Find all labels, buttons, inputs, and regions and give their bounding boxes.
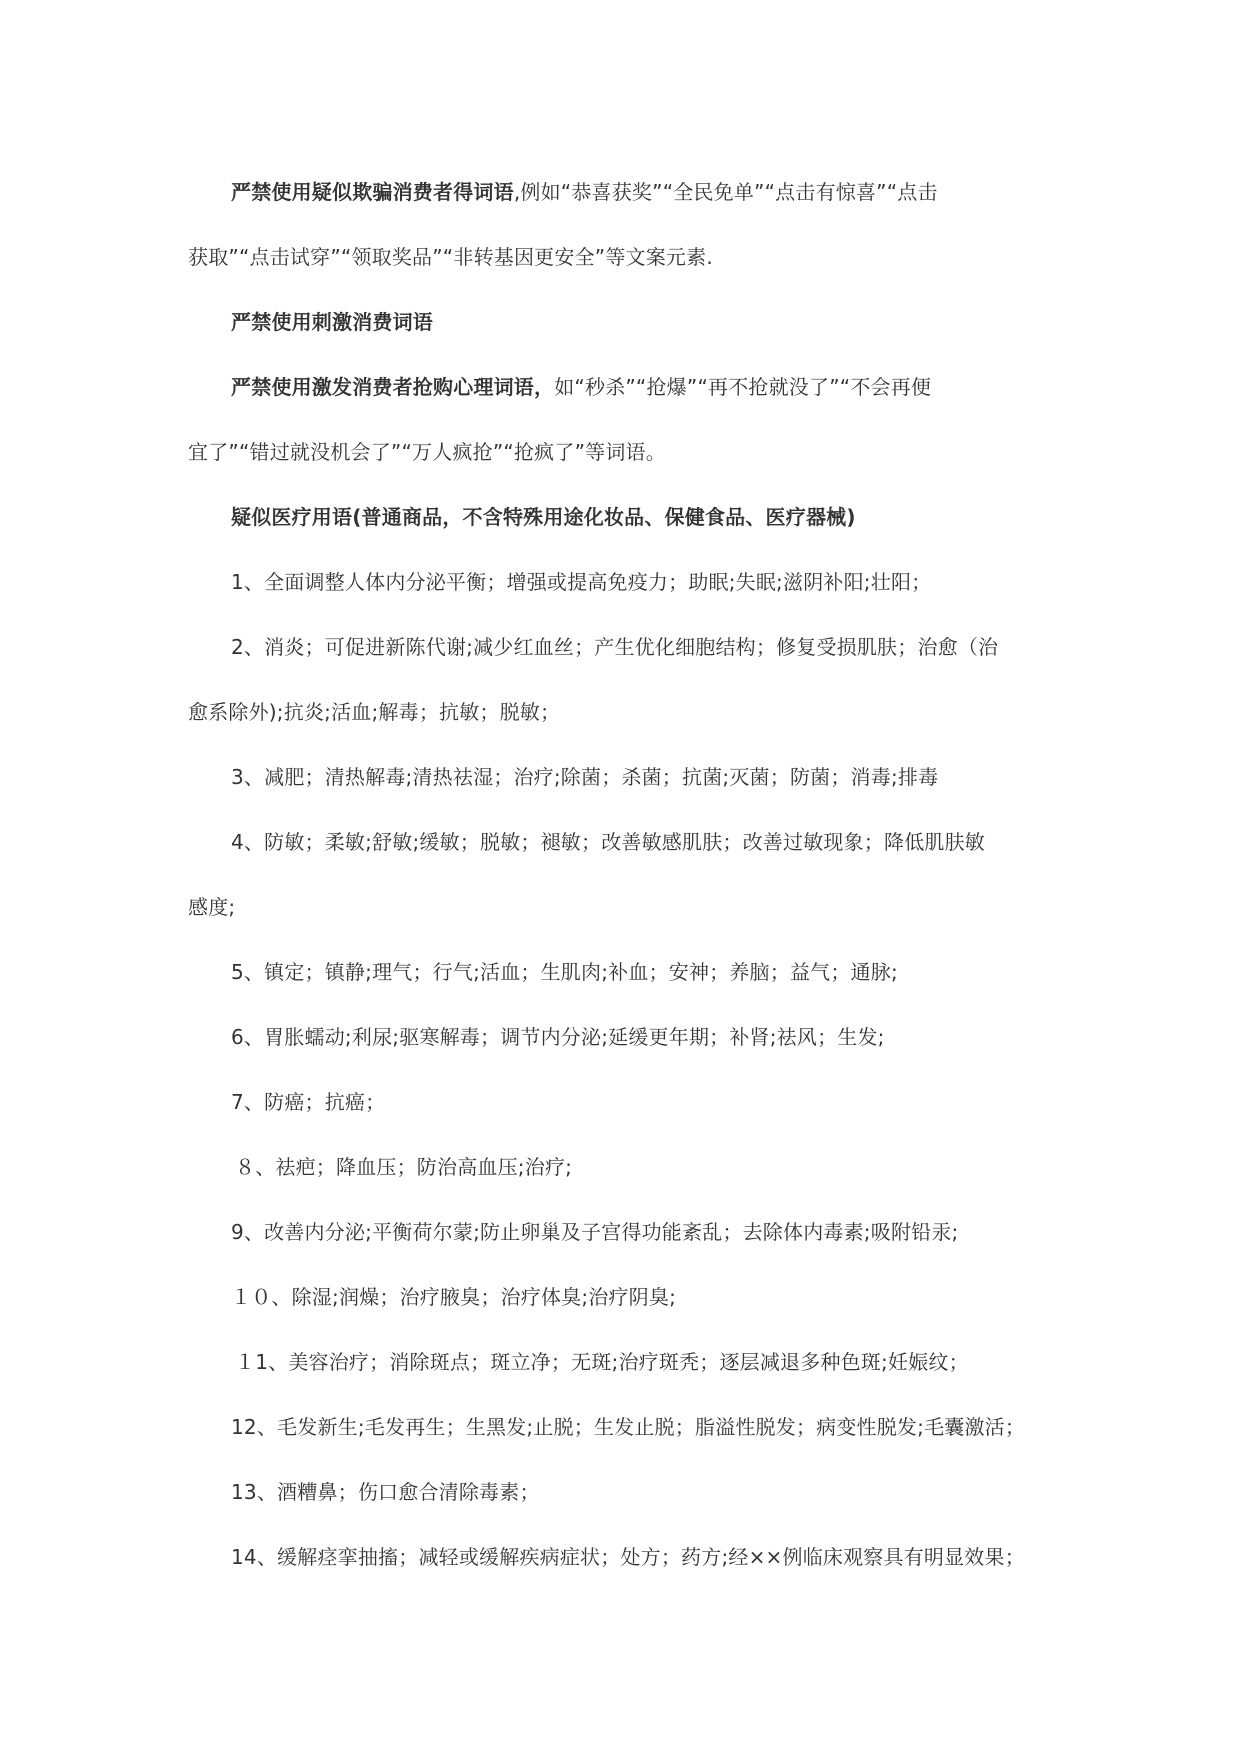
bold-heading-text: 疑似医疗用语(普通商品，不含特殊用途化妆品、保健食品、医疗器械) xyxy=(231,505,856,529)
body-text: 9、改善内分泌;平衡荷尔蒙;防止卵巢及子宫得功能紊乱；去除体内毒素;吸附铅汞; xyxy=(231,1220,959,1244)
bold-heading-text: 严禁使用激发消费者抢购心理词语， xyxy=(231,375,555,399)
body-text: 6、胃胀蠕动;利尿;驱寒解毒；调节内分泌;延缓更年期；补肾;祛风；生发; xyxy=(231,1025,885,1049)
paragraph-first-line xyxy=(188,1460,1060,1525)
body-text: 5、镇定；镇静;理气；行气;活血；生肌肉;补血；安神；养脑；益气；通脉; xyxy=(231,960,898,984)
body-text: 2、消炎；可促进新陈代谢;减少红血丝；产生优化细胞结构；修复受损肌肤；治愈（治 xyxy=(231,635,999,659)
paragraph-first-line xyxy=(188,940,1060,1005)
paragraph-first-line xyxy=(188,1525,1060,1590)
document-body xyxy=(188,160,1060,1590)
paragraph-continuation-line xyxy=(188,420,1060,485)
body-text: 愈系除外);抗炎;活血;解毒；抗敏；脱敏； xyxy=(188,700,561,724)
body-text: 12、毛发新生;毛发再生；生黑发;止脱；生发止脱；脂溢性脱发；病变性脱发;毛囊激活； xyxy=(231,1415,1026,1439)
body-text: 如“秒杀”“抢爆”“再不抢就没了”“不会再便 xyxy=(554,375,932,399)
body-text: 1、全面调整人体内分泌平衡；增强或提高免疫力；助眠;失眠;滋阴补阳;壮阳； xyxy=(231,570,932,594)
body-text: ,例如“恭喜获奖”“全民免单”“点击有惊喜”“点击 xyxy=(513,180,938,204)
body-text: 7、防癌；抗癌； xyxy=(231,1090,386,1114)
paragraph-continuation-line xyxy=(188,225,1060,290)
body-text: 13、酒糟鼻；伤口愈合清除毒素； xyxy=(231,1480,540,1504)
body-text: 宜了”“错过就没机会了”“万人疯抢”“抢疯了”等词语。 xyxy=(188,440,666,464)
paragraph-first-line xyxy=(188,1330,1060,1395)
paragraph-first-line xyxy=(188,355,1060,420)
paragraph-first-line xyxy=(188,485,1060,550)
paragraph-first-line xyxy=(188,1070,1060,1135)
paragraph-first-line xyxy=(188,1135,1060,1200)
bold-heading-text: 严禁使用疑似欺骗消费者得词语 xyxy=(231,180,514,204)
paragraph-first-line xyxy=(188,1265,1060,1330)
paragraph-continuation-line xyxy=(188,680,1060,745)
paragraph-first-line xyxy=(188,1005,1060,1070)
paragraph-continuation-line xyxy=(188,875,1060,940)
bold-heading-text: 严禁使用刺激消费词语 xyxy=(231,310,433,334)
body-text: 3、减肥；清热解毒;清热祛湿；治疗;除菌；杀菌；抗菌;灭菌；防菌；消毒;排毒 xyxy=(231,765,939,789)
body-text: １1、美容治疗；消除斑点；斑立净；无斑;治疗斑秃；逐层减退多种色斑;妊娠纹； xyxy=(235,1350,969,1374)
body-text: 获取”“点击试穿”“领取奖品”“非转基因更安全”等文案元素. xyxy=(188,245,713,269)
paragraph-first-line xyxy=(188,160,1060,225)
body-text: 4、防敏；柔敏;舒敏;缓敏；脱敏；褪敏；改善敏感肌肤；改善过敏现象；降低肌肤敏 xyxy=(231,830,986,854)
paragraph-first-line xyxy=(188,290,1060,355)
body-text: ８、祛疤；降血压；防治高血压;治疗; xyxy=(235,1155,573,1179)
paragraph-first-line xyxy=(188,745,1060,810)
paragraph-first-line xyxy=(188,550,1060,615)
body-text: 感度; xyxy=(188,895,236,919)
paragraph-first-line xyxy=(188,615,1060,680)
paragraph-first-line xyxy=(188,1395,1060,1460)
body-text: 14、缓解痉挛抽搐；减轻或缓解疾病症状；处方；药方;经××例临床观察具有明显效果； xyxy=(231,1545,1025,1569)
paragraph-first-line xyxy=(188,1200,1060,1265)
paragraph-first-line xyxy=(188,810,1060,875)
body-text: １０、除湿;润燥；治疗腋臭；治疗体臭;治疗阴臭; xyxy=(231,1285,677,1309)
